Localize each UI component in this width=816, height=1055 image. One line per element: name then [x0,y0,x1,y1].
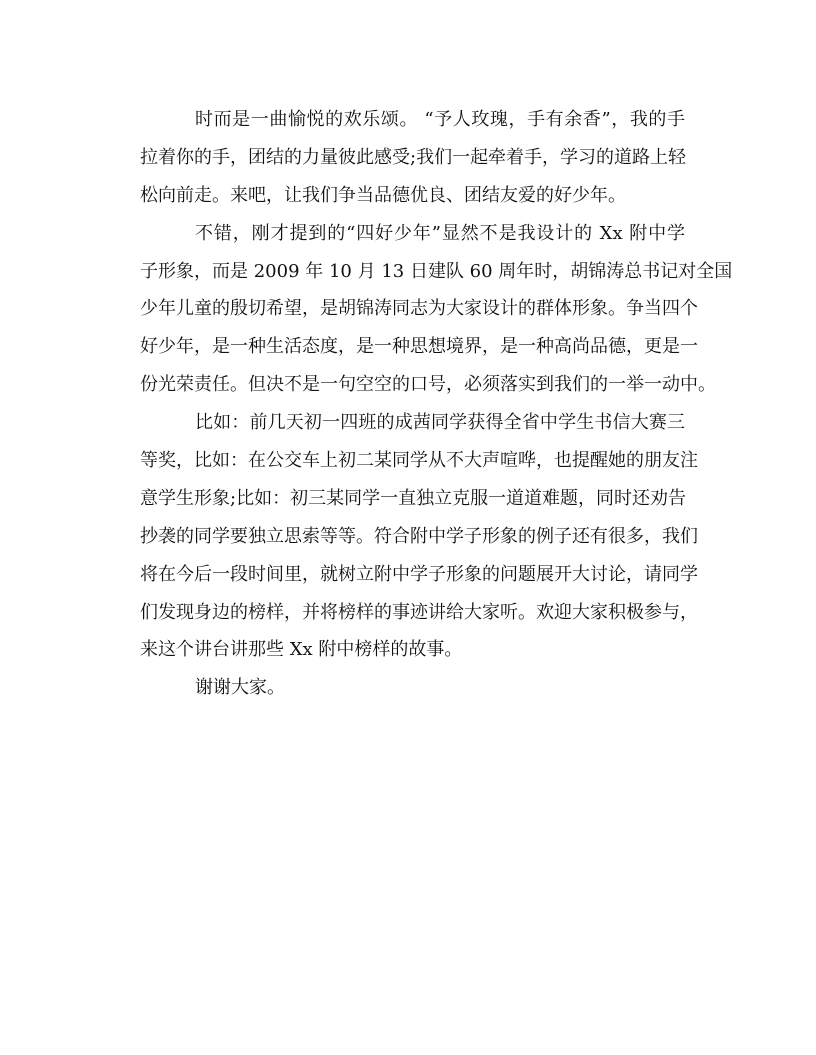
paragraph-4 [140,669,685,707]
text-line: 将在今后一段时间里，就树立附中学子形象的问题展开大讨论，请同学 [140,563,698,585]
text-line: 谢谢大家。 [195,677,285,699]
paragraph-3 [140,404,698,669]
text-line: 好少年，是一种生活态度，是一种思想境界，是一种高尚品德，更是一 [140,336,698,358]
paragraph-1 [140,101,685,215]
text-line: 拉着你的手，团结的力量彼此感受;我们一起牵着手，学习的道路上轻 [140,146,687,168]
text-line: 等奖，比如：在公交车上初二某同学从不大声喧哗，也提醒她的朋友注 [140,450,698,472]
text-line: 松向前走。来吧，让我们争当品德优良、团结友爱的好少年。 [140,184,626,206]
text-line: 抄袭的同学要独立思索等等。符合附中学子形象的例子还有很多，我们 [140,525,698,547]
text-line: 子形象，而是 2009 年 10 月 13 日建队 60 周年时，胡锦涛总书记对全国 [140,260,733,282]
text-line: 比如：前几天初一四班的成茜同学获得全省中学生书信大赛三 [195,412,685,434]
text-line: 不错，刚才提到的“四好少年”显然不是我设计的 Xx 附中学 [195,222,685,244]
text-line: 时而是一曲愉悦的欢乐颂。 “予人玫瑰，手有余香”，我的手 [195,109,685,130]
text-line: 份光荣责任。但决不是一句空空的口号，必须落实到我们的一举一动中。 [140,374,716,396]
text-line: 意学生形象;比如：初三某同学一直独立克服一道道难题，同时还劝告 [140,487,687,509]
paragraph-2 [140,215,733,404]
text-line: 来这个讲台讲那些 Xx 附中榜样的故事。 [140,639,463,661]
document-body [140,101,733,707]
text-line: 少年儿童的殷切希望，是胡锦涛同志为大家设计的群体形象。争当四个 [140,298,698,320]
text-line: 们发现身边的榜样，并将榜样的事迹讲给大家听。欢迎大家积极参与， [140,601,698,623]
